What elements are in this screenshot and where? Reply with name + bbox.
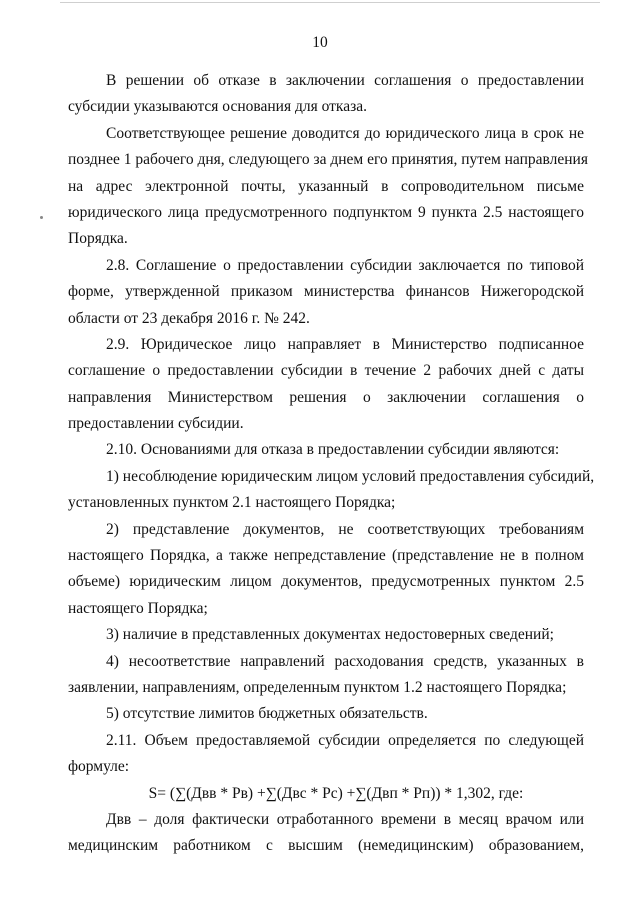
text-line: на адрес электронной почты, указанный в сопроводительном письме [68, 177, 584, 195]
text-line: объеме) юридическим лицом документов, предусмотренных пунктом 2.5 [68, 573, 584, 591]
text-line: Двв – доля фактически отработанного времени в месяц врачом или [106, 810, 584, 828]
scan-artifact-dot [40, 216, 43, 219]
text-line: установленных пунктом 2.1 настоящего Порядка; [68, 494, 396, 512]
text-line: форме, утвержденной приказом министерства финансов Нижегородской [68, 283, 584, 301]
text-line: настоящего Порядка; [68, 599, 208, 617]
text-line: соглашение о предоставлении субсидии в течение 2 рабочих дней с даты [68, 362, 584, 380]
text-line: 2.8. Соглашение о предоставлении субсидии заключается по типовой [106, 256, 584, 274]
text-line: заявлении, направлениям, определенным пунктом 1.2 настоящего Порядка; [68, 678, 567, 696]
text-line: В решении об отказе в заключении соглашения о предоставлении [106, 72, 584, 89]
text-line: 2) представление документов, не соответствующих требованиям [106, 520, 584, 538]
text-line: 4) несоответствие направлений расходования средств, указанных в [106, 652, 584, 670]
text-line: 3) наличие в представленных документах недостоверных сведений; [106, 626, 554, 644]
text-line: области от 23 декабря 2016 г. № 242. [68, 309, 310, 327]
text-line: Порядка. [68, 230, 128, 248]
text-line: 2.11. Объем предоставляемой субсидии определяется по следующей [106, 731, 584, 749]
text-line: юридического лица предусмотренного подпунктом 9 пункта 2.5 настоящего [68, 203, 584, 221]
scan-artifact-line [60, 2, 600, 3]
text-line: направления Министерством решения о заключении соглашения о [68, 388, 584, 406]
text-line: 1) несоблюдение юридическим лицом условий предоставления субсидий, [106, 467, 595, 485]
text-line: 2.10. Основаниями для отказа в предоставлении субсидии являются: [106, 441, 560, 459]
page-number: 10 [312, 34, 328, 51]
text-line: Соответствующее решение доводится до юридического лица в срок не [106, 124, 584, 142]
text-line: 5) отсутствие лимитов бюджетных обязательств. [106, 705, 428, 723]
text-line: формуле: [68, 758, 130, 776]
document-body [68, 68, 595, 860]
text-line: субсидии указываются основания для отказа. [68, 98, 367, 116]
text-line: медицинским работником с высшим (немедицинским) образованием, [68, 837, 584, 855]
text-line: позднее 1 рабочего дня, следующего за днем его принятия, путем направления [68, 151, 588, 169]
text-line: предоставлении субсидии. [68, 415, 244, 433]
text-line: настоящего Порядка, а также непредставление (представление не в полном [68, 547, 584, 565]
text-line: 2.9. Юридическое лицо направляет в Министерство подписанное [106, 335, 584, 353]
text-line: S= (∑(Двв * Рв) +∑(Двс * Рс) +∑(Двп * Рп)) * 1,302, где: [148, 784, 524, 802]
